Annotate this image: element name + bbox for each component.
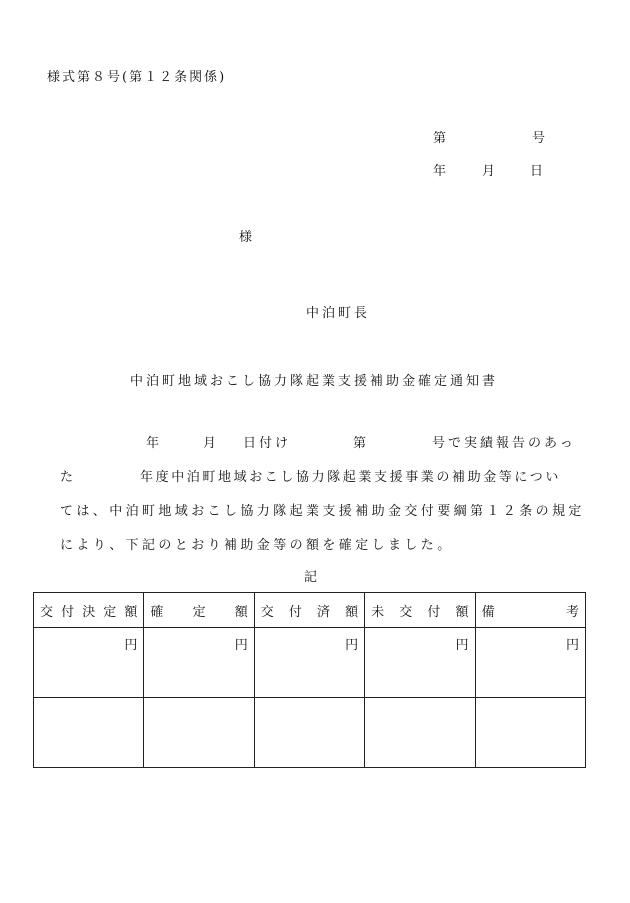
form-number-label: 様式第８号(第１２条関係) [47,70,227,85]
addressee-honorific: 様 [239,230,255,245]
report-number-prefix: 第 [353,436,367,451]
table-row [34,698,586,768]
header-char: 額 [124,604,138,620]
report-date-suffix: 日付け [243,436,292,451]
header-char: 額 [234,604,248,620]
amount-table [33,592,586,768]
table-header-row [34,593,586,628]
header-paid-amount [254,593,364,628]
header-char: 定 [103,604,117,620]
empty-cell [34,698,144,768]
body-line-3-text: ては、中泊町地域おこし協力隊起業支援補助金交付要綱第１２条の規定 [60,504,585,519]
date-day-label: 日 [530,164,546,179]
empty-cell [475,698,585,768]
header-confirmed-amount [144,593,254,628]
decided-amount-cell: 円 [34,628,144,698]
empty-cell [144,698,254,768]
header-char: 未 [371,604,385,620]
header-char: 考 [565,604,579,620]
sender-name: 中泊町長 [306,306,371,321]
header-char: 額 [455,604,469,620]
header-char: 額 [345,604,359,620]
header-remarks [475,593,585,628]
table-row [34,628,586,698]
empty-cell [365,698,475,768]
remarks-cell: 円 [475,628,585,698]
header-char: 交 [399,604,413,620]
date-month-label: 月 [482,164,498,179]
document-number-prefix: 第 [433,131,449,146]
date-year-label: 年 [433,164,449,179]
confirmed-amount-cell: 円 [144,628,254,698]
header-char: 交 [40,604,54,620]
header-char: 付 [61,604,75,620]
report-month-label: 月 [203,436,217,451]
body-line-4-text: により、下記のとおり補助金等の額を確定しました。 [60,538,454,553]
header-char: 確 [150,604,164,620]
ki-heading: 記 [304,570,320,585]
document-title: 中泊町地域おこし協力隊起業支援補助金確定通知書 [130,374,499,389]
header-decided-amount [34,593,144,628]
empty-cell [254,698,364,768]
header-char: 決 [82,604,96,620]
report-year-label: 年 [146,436,160,451]
header-char: 済 [317,604,331,620]
body-line-2-text: 年度中泊町地域おこし協力隊起業支援事業の補助金等につい [140,470,561,485]
paid-amount-cell: 円 [254,628,364,698]
body-line-2-start: た [60,470,74,485]
document-number-suffix: 号 [532,131,548,146]
unpaid-amount-cell: 円 [365,628,475,698]
header-unpaid-amount [365,593,475,628]
header-char: 定 [192,604,206,620]
header-char: 付 [427,604,441,620]
header-char: 付 [288,604,302,620]
report-number-text: 号で実績報告のあっ [432,436,576,451]
header-char: 備 [481,604,495,620]
header-char: 交 [260,604,274,620]
